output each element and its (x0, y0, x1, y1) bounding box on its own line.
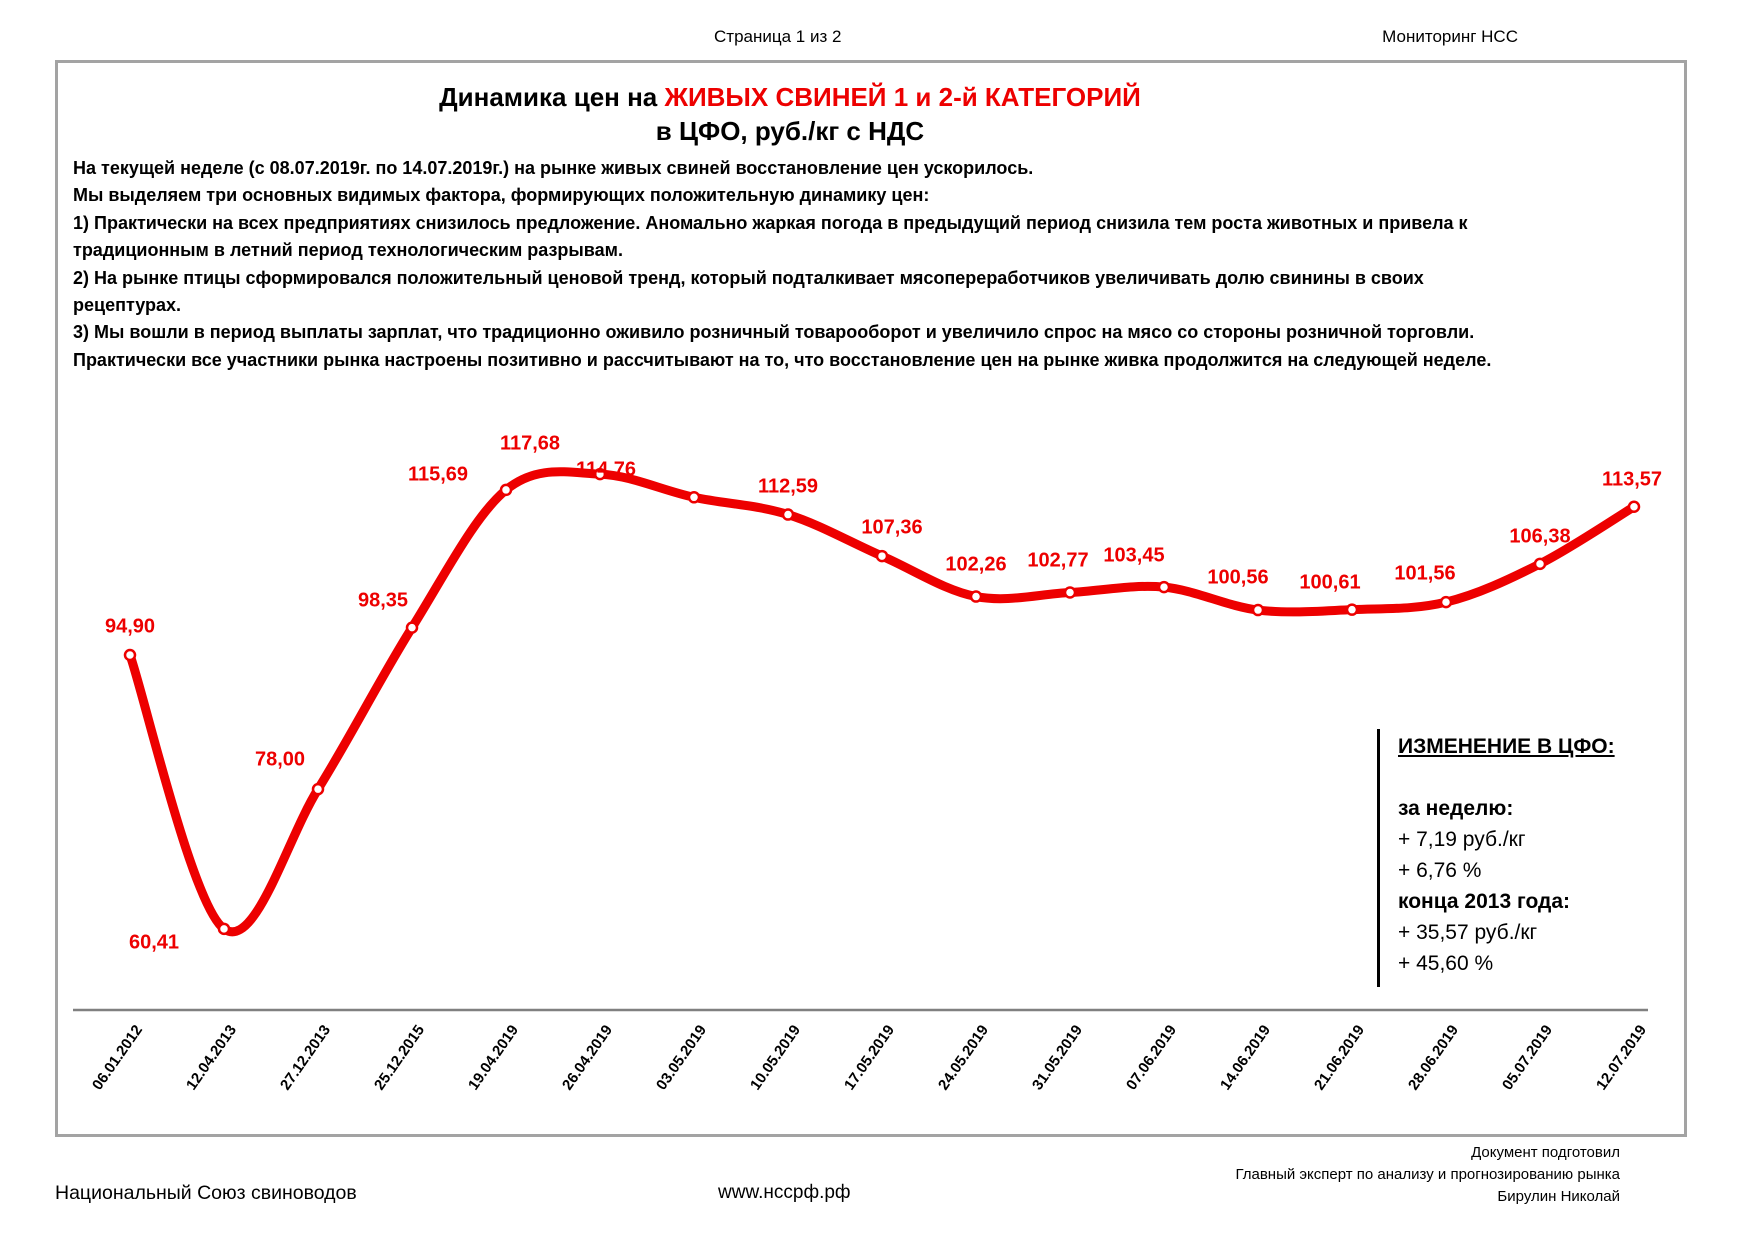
data-point-marker (1629, 502, 1639, 512)
data-point-marker (125, 650, 135, 660)
x-axis-tick-label: 14.06.2019 (1216, 1022, 1274, 1094)
data-point-value-label: 100,56 (1207, 566, 1269, 589)
data-point-value-label: 115,69 (407, 463, 469, 486)
data-point-marker (783, 510, 793, 520)
change-since-label: конца 2013 года: (1398, 890, 1570, 913)
change-box-separator (1377, 729, 1380, 987)
commentary-line: 2) На рынке птицы сформировался положительный ценовой тренд, который подталкивает мясопереработчиков увеличивать долю свинины в своих (73, 267, 1424, 288)
data-point-marker (501, 485, 511, 495)
title-highlight: ЖИВЫХ СВИНЕЙ 1 и 2-й КАТЕГОРИЙ (664, 82, 1141, 112)
x-axis-tick-label: 24.05.2019 (934, 1022, 992, 1094)
commentary-line: На текущей неделе (с 08.07.2019г. по 14.07.2019г.) на рынке живых свиней восстановление цен ускорилось. (73, 158, 1034, 178)
data-point-marker (1253, 605, 1263, 615)
x-axis-tick-label: 17.05.2019 (840, 1022, 898, 1094)
footer-author-line: Бирулин Николай (1497, 1188, 1620, 1205)
footer-website: www.нссрф.рф (718, 1182, 851, 1203)
data-point-marker (1535, 559, 1545, 569)
data-point-marker (1441, 597, 1451, 607)
data-point-value-label: 106,38 (1509, 525, 1571, 548)
monitoring-label: Мониторинг НСС (1382, 27, 1518, 46)
x-axis-tick-label: 05.07.2019 (1498, 1022, 1556, 1094)
change-since-pct: + 45,60 % (1398, 952, 1494, 975)
commentary-line: Практически все участники рынка настроены позитивно и рассчитывают на то, что восстановление цен на рынке живка продолжится на следующей неделе. (73, 349, 1492, 370)
x-axis-tick-label: 12.04.2013 (182, 1022, 240, 1094)
commentary-line: 1) Практически на всех предприятиях снизилось предложение. Аномально жаркая погода в предыдущий период снизила тем роста животных и привела к (73, 212, 1468, 233)
change-week-pct: + 6,76 % (1398, 859, 1482, 882)
footer-author-line: Документ подготовил (1471, 1144, 1620, 1161)
data-point-value-label: 102,26 (945, 553, 1007, 576)
x-axis-tick-label: 06.01.2012 (88, 1022, 146, 1094)
data-point-marker (1159, 582, 1169, 592)
data-point-value-label: 114,76 (575, 458, 637, 481)
x-axis-tick-label: 25.12.2015 (370, 1022, 428, 1094)
data-point-value-label: 117,68 (499, 432, 561, 455)
data-point-value-label: 113,57 (1601, 468, 1663, 491)
x-axis-tick-label: 31.05.2019 (1028, 1022, 1086, 1094)
chart-title-line2: в ЦФО, руб./кг с НДС (655, 116, 925, 146)
commentary-line: 3) Мы вошли в период выплаты зарплат, что традиционно оживило розничный товарооборот и увеличило спрос на мясо со стороны розничной торговли. (73, 322, 1475, 343)
change-week-rub: + 7,19 руб./кг (1398, 828, 1526, 851)
footer-organization: Национальный Союз свиноводов (55, 1182, 357, 1204)
data-point-value-label: 101,56 (1394, 562, 1456, 585)
data-point-marker (219, 924, 229, 934)
data-point-value-label: 107,36 (861, 516, 923, 539)
x-axis-tick-label: 19.04.2019 (464, 1022, 522, 1094)
data-point-marker (1065, 588, 1075, 598)
data-point-value-label: 98,35 (357, 589, 409, 612)
data-point-value-label: 102,77 (1027, 549, 1089, 571)
commentary-line: Мы выделяем три основных видимых фактора, формирующих положительную динамику цен: (73, 185, 930, 206)
data-point-value-label: 94,90 (104, 615, 156, 638)
data-point-marker (1347, 605, 1357, 615)
x-axis-tick-label: 27.12.2013 (276, 1022, 334, 1094)
data-point-value-label: 78,00 (254, 748, 306, 771)
data-point-value-label: 103,45 (1103, 544, 1165, 567)
x-axis-tick-label: 26.04.2019 (558, 1022, 616, 1094)
footer-author-line: Главный эксперт по анализу и прогнозированию рынка (1235, 1166, 1620, 1183)
data-point-marker (971, 592, 981, 602)
x-axis-tick-label: 07.06.2019 (1122, 1022, 1180, 1094)
data-point-marker (407, 623, 417, 633)
x-axis-tick-label: 10.05.2019 (746, 1022, 804, 1094)
commentary-line: традиционным в летний период технологическим разрывам. (73, 240, 623, 261)
x-axis-tick-label: 03.05.2019 (652, 1022, 710, 1094)
data-point-marker (313, 784, 323, 794)
data-point-marker (689, 492, 699, 502)
data-point-value-label: 100,61 (1299, 571, 1361, 594)
footer-author-block (1235, 1142, 1620, 1208)
x-axis-tick-label: 21.06.2019 (1310, 1022, 1368, 1094)
title-prefix: Динамика цен на (439, 82, 665, 112)
x-axis-tick-label: 12.07.2019 (1592, 1022, 1650, 1094)
data-point-value-label: 60,41 (128, 931, 180, 954)
change-since-rub: + 35,57 руб./кг (1398, 921, 1538, 944)
change-box (1398, 731, 1615, 979)
data-point-marker (877, 551, 887, 561)
page-indicator: Страница 1 из 2 (714, 27, 842, 46)
x-axis-tick-label: 28.06.2019 (1404, 1022, 1462, 1094)
change-box-title: ИЗМЕНЕНИЕ В ЦФО: (1398, 735, 1615, 758)
change-week-label: за неделю: (1398, 797, 1514, 820)
commentary-line: рецептурах. (73, 295, 182, 316)
data-point-value-label: 112,59 (757, 475, 819, 498)
